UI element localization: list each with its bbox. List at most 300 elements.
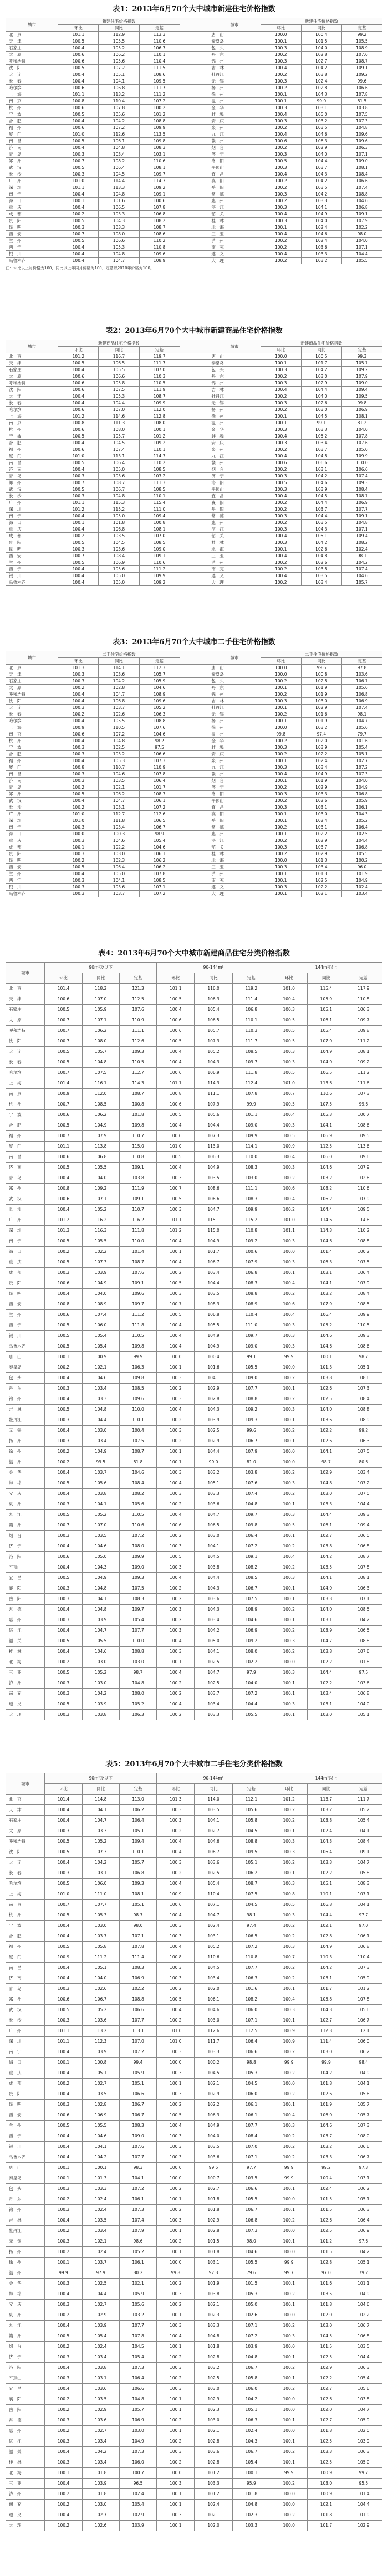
- city-name: 洛 阳: [208, 791, 261, 798]
- index-value: 105.1: [345, 2258, 382, 2268]
- gap-cell: [180, 559, 208, 566]
- index-value: 100.7: [270, 1952, 308, 1963]
- index-value: 100.8: [45, 1299, 82, 1310]
- index-value: 106.8: [99, 85, 139, 91]
- index-value: 101.5: [232, 2279, 270, 2289]
- index-value: 100.2: [270, 1921, 308, 1931]
- index-value: 100.4: [157, 1699, 195, 1710]
- index-value: 100.4: [58, 258, 99, 264]
- city-name: 赣 州: [208, 460, 261, 466]
- index-value: 103.5: [82, 2215, 119, 2226]
- city-name: 长 沙: [6, 493, 58, 500]
- index-value: 100.4: [58, 718, 99, 724]
- index-value: 81.8: [119, 1457, 156, 1468]
- gap-cell: [180, 731, 208, 738]
- index-value: 100.2: [261, 244, 301, 251]
- index-value: 108.3: [232, 1278, 270, 1289]
- index-value: 103.0: [82, 1657, 119, 1668]
- table-row: [6, 500, 382, 506]
- table-row: [6, 1015, 382, 1026]
- index-value: 100.4: [261, 573, 301, 579]
- index-value: 103.9: [82, 2321, 119, 2331]
- index-value: 101.1: [58, 500, 99, 506]
- index-value: 102.2: [195, 2100, 232, 2110]
- index-value: 100.2: [261, 579, 301, 586]
- city-name: 吉 林: [208, 698, 261, 705]
- index-value: 100.4: [45, 1394, 82, 1405]
- index-value: 105.5: [195, 1320, 232, 1331]
- index-value: 100.2: [45, 1247, 82, 1257]
- index-value: 100.3: [157, 1647, 195, 1657]
- index-value: 106.3: [195, 1152, 232, 1163]
- index-value: 100.1: [270, 2436, 308, 2447]
- city-name: 南 昌: [6, 138, 58, 145]
- table-row: [6, 446, 382, 453]
- index-value: 111.3: [139, 480, 180, 486]
- index-value: 103.0: [195, 2415, 232, 2426]
- index-value: 100.2: [270, 2089, 308, 2100]
- city-name: 秦皇岛: [6, 1362, 45, 1373]
- index-value: 106.4: [341, 824, 382, 831]
- table-row: [6, 105, 382, 111]
- index-value: 105.2: [82, 1205, 119, 1215]
- index-value: 100.5: [45, 1057, 82, 1068]
- city-name: 秦皇岛: [208, 360, 261, 367]
- index-value: 100.4: [157, 1910, 195, 1921]
- index-value: 104.9: [195, 1163, 232, 1173]
- index-value: 101.9: [195, 2279, 232, 2289]
- table-row: [6, 804, 382, 811]
- index-value: 111.9: [119, 1184, 156, 1194]
- city-name: 金 华: [208, 105, 261, 111]
- city-name: 唐 山: [208, 353, 261, 360]
- index-value: 100.3: [270, 1057, 308, 1068]
- index-value: 107.1: [341, 151, 382, 158]
- index-value: 110.6: [195, 1952, 232, 1963]
- index-value: 102.3: [232, 2510, 270, 2521]
- table-row: [6, 1247, 382, 1257]
- index-value: 110.4: [139, 58, 180, 65]
- index-value: 103.5: [99, 533, 139, 539]
- gap-cell: [180, 817, 208, 824]
- index-value: 107.6: [119, 2142, 156, 2152]
- index-value: 103.5: [345, 2342, 382, 2352]
- table-row: [6, 1310, 382, 1320]
- index-value: 104.0: [301, 45, 341, 52]
- index-value: 102.9: [301, 784, 341, 791]
- index-value: 102.6: [345, 1173, 382, 1184]
- table-row: [6, 71, 382, 78]
- index-value: 100.3: [270, 1120, 308, 1131]
- index-value: 103.6: [99, 546, 139, 553]
- index-value: 104.3: [301, 171, 341, 178]
- gap-cell: [180, 440, 208, 446]
- index-value: 100.7: [270, 1089, 308, 1099]
- column-header: 环比: [58, 25, 99, 32]
- table-row: [6, 798, 382, 804]
- index-value: 100.2: [270, 1289, 308, 1299]
- index-value: 106.2: [119, 1805, 156, 1816]
- index-value: 100.6: [45, 2110, 82, 2121]
- table-row: [6, 864, 382, 871]
- index-value: 100.4: [58, 367, 99, 373]
- city-name: 泸 州: [6, 2489, 45, 2500]
- index-value: 108.6: [345, 1341, 382, 1352]
- index-value: 106.8: [232, 2215, 270, 2226]
- table-row: [6, 1626, 382, 1636]
- city-name: 太 原: [6, 685, 58, 691]
- gap-cell: [180, 98, 208, 105]
- index-value: 100.5: [45, 1910, 82, 1921]
- city-name: 西 宁: [6, 566, 58, 573]
- table-row: [6, 1552, 382, 1562]
- index-value: 100.3: [45, 1984, 82, 1994]
- index-value: 81.5: [341, 98, 382, 105]
- column-header: 定基: [232, 1784, 270, 1795]
- index-value: 101.0: [58, 178, 99, 184]
- index-value: 106.2: [139, 864, 180, 871]
- index-value: 100.3: [261, 698, 301, 705]
- index-value: 106.4: [99, 460, 139, 466]
- table-row: [6, 2384, 382, 2394]
- index-value: 100.4: [58, 579, 99, 586]
- index-value: 104.4: [345, 2500, 382, 2510]
- index-value: 104.6: [308, 1341, 345, 1352]
- city-name: 赣 州: [208, 138, 261, 145]
- index-value: 104.6: [82, 2131, 119, 2142]
- gap-cell: [180, 791, 208, 798]
- index-value: 104.7: [82, 1626, 119, 1636]
- gap-cell: [180, 844, 208, 851]
- table-row: [6, 851, 382, 857]
- index-value: 100.2: [157, 1594, 195, 1605]
- index-value: 105.1: [232, 1858, 270, 1868]
- index-value: 104.4: [345, 2352, 382, 2363]
- index-value: 100.1: [157, 2226, 195, 2236]
- table-row: [6, 559, 382, 566]
- index-value: 107.8: [139, 204, 180, 211]
- index-value: 100.2: [157, 1436, 195, 1447]
- index-value: 116.2: [82, 1215, 119, 1226]
- index-value: 105.4: [82, 2331, 119, 2342]
- index-value: 101.8: [195, 2205, 232, 2215]
- index-value: 103.0: [195, 2384, 232, 2394]
- gap-cell: [180, 164, 208, 171]
- index-value: 104.4: [308, 1510, 345, 1520]
- index-value: 102.2: [308, 1657, 345, 1668]
- table-row: [6, 52, 382, 58]
- index-value: 100.6: [58, 446, 99, 453]
- table-row: [6, 2026, 382, 2037]
- index-value: 111.2: [139, 566, 180, 573]
- index-value: 105.4: [119, 1615, 156, 1626]
- index-value: 100.2: [270, 1373, 308, 1384]
- table-row: [6, 2342, 382, 2352]
- index-value: 104.9: [301, 211, 341, 218]
- table-row: [6, 1405, 382, 1415]
- index-value: 100.2: [45, 2310, 82, 2321]
- index-value: 80.6: [345, 1457, 382, 1468]
- index-value: 110.0: [119, 1405, 156, 1415]
- index-value: 100.4: [157, 1573, 195, 1583]
- index-value: 100.2: [157, 1710, 195, 1720]
- index-value: 100.5: [58, 360, 99, 367]
- city-name: 济 南: [6, 1973, 45, 1984]
- index-value: 112.1: [232, 1795, 270, 1805]
- index-value: 100.9: [45, 1089, 82, 1099]
- index-value: 108.2: [232, 1994, 270, 2005]
- index-value: 105.4: [139, 837, 180, 844]
- index-value: 100.3: [45, 2100, 82, 2110]
- table-row: [6, 1057, 382, 1068]
- table-row: [6, 1605, 382, 1615]
- index-value: 107.7: [119, 2152, 156, 2163]
- index-value: 108.6: [139, 71, 180, 78]
- index-value: 104.3: [301, 526, 341, 533]
- table-row: [6, 1236, 382, 1247]
- index-value: 103.4: [301, 864, 341, 871]
- index-value: 100.3: [45, 2352, 82, 2363]
- index-value: 103.8: [341, 105, 382, 111]
- index-value: 107.7: [119, 1626, 156, 1636]
- city-name: 武 汉: [6, 1194, 45, 1205]
- city-name: 安 庆: [208, 751, 261, 758]
- index-value: 105.7: [341, 579, 382, 586]
- index-value: 100.4: [261, 171, 301, 178]
- index-value: 102.9: [195, 1384, 232, 1394]
- table-row: [6, 1415, 382, 1426]
- index-value: 100.4: [45, 2152, 82, 2163]
- index-value: 102.6: [301, 546, 341, 553]
- table-row: [6, 2405, 382, 2415]
- index-value: 100.6: [157, 1131, 195, 1142]
- city-name: 西 安: [6, 2110, 45, 2121]
- city-name: 济 南: [6, 466, 58, 473]
- city-name: 韶 关: [208, 533, 261, 539]
- index-value: 100.4: [45, 2510, 82, 2521]
- index-value: 100.4: [157, 1668, 195, 1678]
- index-value: 105.3: [99, 758, 139, 764]
- index-value: 103.3: [195, 1710, 232, 1720]
- index-value: 108.4: [232, 2131, 270, 2142]
- index-value: 104.9: [82, 1278, 119, 1289]
- index-value: 103.3: [99, 224, 139, 231]
- index-value: 100.6: [270, 1184, 308, 1194]
- index-value: 100.3: [45, 1268, 82, 1278]
- index-value: 104.2: [301, 65, 341, 71]
- index-value: 104.1: [82, 1499, 119, 1510]
- column-header: 环比: [157, 973, 195, 984]
- index-value: 102.2: [308, 1426, 345, 1436]
- city-name: 温 州: [6, 1457, 45, 1468]
- index-value: 102.5: [308, 2457, 345, 2468]
- index-value: 100.3: [270, 1668, 308, 1678]
- city-name: 兰 州: [6, 238, 58, 244]
- index-value: 100.1: [270, 2352, 308, 2363]
- index-value: 103.6: [195, 1499, 232, 1510]
- index-value: 100.3: [157, 2321, 195, 2331]
- index-value: 100.5: [45, 1163, 82, 1173]
- index-value: 101.3: [308, 1362, 345, 1373]
- index-value: 103.1: [82, 1868, 119, 1879]
- index-value: 108.8: [345, 1636, 382, 1647]
- index-value: 106.8: [232, 1268, 270, 1278]
- index-value: 98.6: [119, 2236, 156, 2247]
- table-row: [6, 2394, 382, 2405]
- index-value: 100.5: [45, 1837, 82, 1847]
- gap-cell: [180, 373, 208, 380]
- index-value: 107.2: [139, 891, 180, 897]
- index-value: 104.8: [301, 453, 341, 460]
- index-value: 107.0: [345, 1489, 382, 1499]
- index-value: 100.1: [45, 2258, 82, 2268]
- index-value: 100.5: [45, 1405, 82, 1415]
- index-value: 100.4: [270, 994, 308, 1005]
- index-value: 100.2: [157, 2236, 195, 2247]
- gap-cell: [180, 705, 208, 711]
- gap-cell: [180, 453, 208, 460]
- table-row: [6, 1583, 382, 1594]
- index-value: 100.2: [45, 1447, 82, 1457]
- index-value: 105.2: [99, 45, 139, 52]
- index-value: 105.1: [119, 2079, 156, 2089]
- city-name: 青 岛: [6, 1173, 45, 1184]
- index-value: 107.5: [99, 387, 139, 393]
- city-name: 锦 州: [208, 691, 261, 698]
- index-value: 99.4: [119, 2058, 156, 2068]
- table-row: [6, 1868, 382, 1879]
- index-value: 102.0: [195, 2521, 232, 2531]
- gap-cell: [180, 579, 208, 586]
- index-value: 111.8: [119, 1226, 156, 1236]
- index-value: 99.8: [261, 731, 301, 738]
- index-value: 100.9: [308, 2489, 345, 2500]
- index-value: 100.3: [270, 1005, 308, 1015]
- index-value: 104.1: [82, 2142, 119, 2152]
- index-value: 100.2: [270, 2131, 308, 2142]
- index-value: 100.2: [261, 71, 301, 78]
- gap-cell: [180, 211, 208, 218]
- index-value: 109.5: [139, 78, 180, 85]
- index-value: 112.3: [139, 665, 180, 671]
- index-value: 100.0: [157, 2173, 195, 2184]
- index-value: 100.4: [58, 400, 99, 407]
- index-value: 109.1: [341, 211, 382, 218]
- index-value: 108.8: [345, 1236, 382, 1247]
- table-row: [6, 178, 382, 184]
- index-value: 99.1: [232, 1352, 270, 1362]
- index-value: 112.6: [99, 131, 139, 138]
- index-value: 100.2: [270, 1647, 308, 1657]
- gap-cell: [180, 158, 208, 164]
- index-value: 106.6: [139, 751, 180, 758]
- city-name: 南 昌: [6, 1152, 45, 1163]
- index-value: 112.5: [308, 1142, 345, 1152]
- index-value: 100.2: [45, 2521, 82, 2531]
- city-name: 济 南: [6, 145, 58, 151]
- index-value: 100.3: [270, 1910, 308, 1921]
- index-value: 106.1: [341, 804, 382, 811]
- city-name: 北 海: [208, 546, 261, 553]
- column-header: 环比: [270, 973, 308, 984]
- index-value: 100.3: [261, 191, 301, 198]
- city-name: 襄 阳: [6, 1583, 45, 1594]
- city-name: 南 京: [6, 420, 58, 426]
- index-value: 106.7: [345, 2152, 382, 2163]
- index-value: 100.5: [58, 791, 99, 798]
- index-value: 109.1: [119, 1278, 156, 1289]
- index-value: 100.4: [157, 1636, 195, 1647]
- index-value: 112.8: [139, 413, 180, 420]
- city-name: 南 京: [6, 98, 58, 105]
- index-value: 106.8: [345, 1942, 382, 1952]
- index-value: 105.0: [232, 2300, 270, 2310]
- city-name: 扬 州: [208, 85, 261, 91]
- city-name: 西 安: [6, 864, 58, 871]
- index-value: 103.3: [308, 1594, 345, 1605]
- index-value: 100.1: [157, 2405, 195, 2415]
- table-row: [6, 2110, 382, 2121]
- index-value: 107.8: [119, 1942, 156, 1952]
- table-row: [6, 1816, 382, 1826]
- index-value: 101.7: [301, 360, 341, 367]
- index-value: 102.9: [301, 837, 341, 844]
- index-value: 101.8: [345, 1657, 382, 1668]
- index-value: 104.2: [99, 678, 139, 685]
- index-value: 104.5: [301, 413, 341, 420]
- index-value: 104.6: [139, 685, 180, 691]
- index-value: 106.6: [345, 2142, 382, 2152]
- index-value: 106.7: [82, 1994, 119, 2005]
- gap-cell: [180, 871, 208, 877]
- index-value: 100.1: [270, 1868, 308, 1879]
- gap-cell: [180, 891, 208, 897]
- city-name: 岳 阳: [208, 184, 261, 191]
- index-value: 100.2: [157, 2100, 195, 2110]
- index-value: 109.3: [341, 480, 382, 486]
- index-value: 100.3: [58, 224, 99, 231]
- index-value: 104.2: [301, 473, 341, 480]
- index-value: 110.6: [139, 38, 180, 45]
- city-name: 乌鲁木齐: [6, 579, 58, 586]
- index-value: 107.9: [119, 2226, 156, 2236]
- table-row: [6, 1963, 382, 1973]
- index-value: 100.3: [45, 1594, 82, 1605]
- index-value: 104.0: [341, 778, 382, 784]
- index-value: 104.7: [345, 1858, 382, 1868]
- index-value: 100.1: [270, 2015, 308, 2026]
- index-value: 99.8: [341, 400, 382, 407]
- index-value: 104.7: [99, 691, 139, 698]
- index-value: 100.3: [261, 884, 301, 891]
- index-value: 106.0: [345, 2037, 382, 2047]
- index-value: 107.3: [139, 758, 180, 764]
- index-value: 121.3: [119, 984, 156, 994]
- table-row: [6, 244, 382, 251]
- city-name: 洛 阳: [6, 2363, 45, 2373]
- index-value: 107.7: [232, 2121, 270, 2131]
- city-name: 秦皇岛: [208, 38, 261, 45]
- index-value: 100.4: [301, 32, 341, 38]
- table-row: [6, 2415, 382, 2426]
- gap-cell: [180, 393, 208, 400]
- index-value: 100.7: [45, 1099, 82, 1110]
- index-value: 100.2: [270, 1394, 308, 1405]
- index-value: 107.4: [341, 473, 382, 480]
- index-value: 115.0: [119, 1142, 156, 1152]
- index-value: 99.0: [301, 98, 341, 105]
- index-value: 108.6: [345, 1120, 382, 1131]
